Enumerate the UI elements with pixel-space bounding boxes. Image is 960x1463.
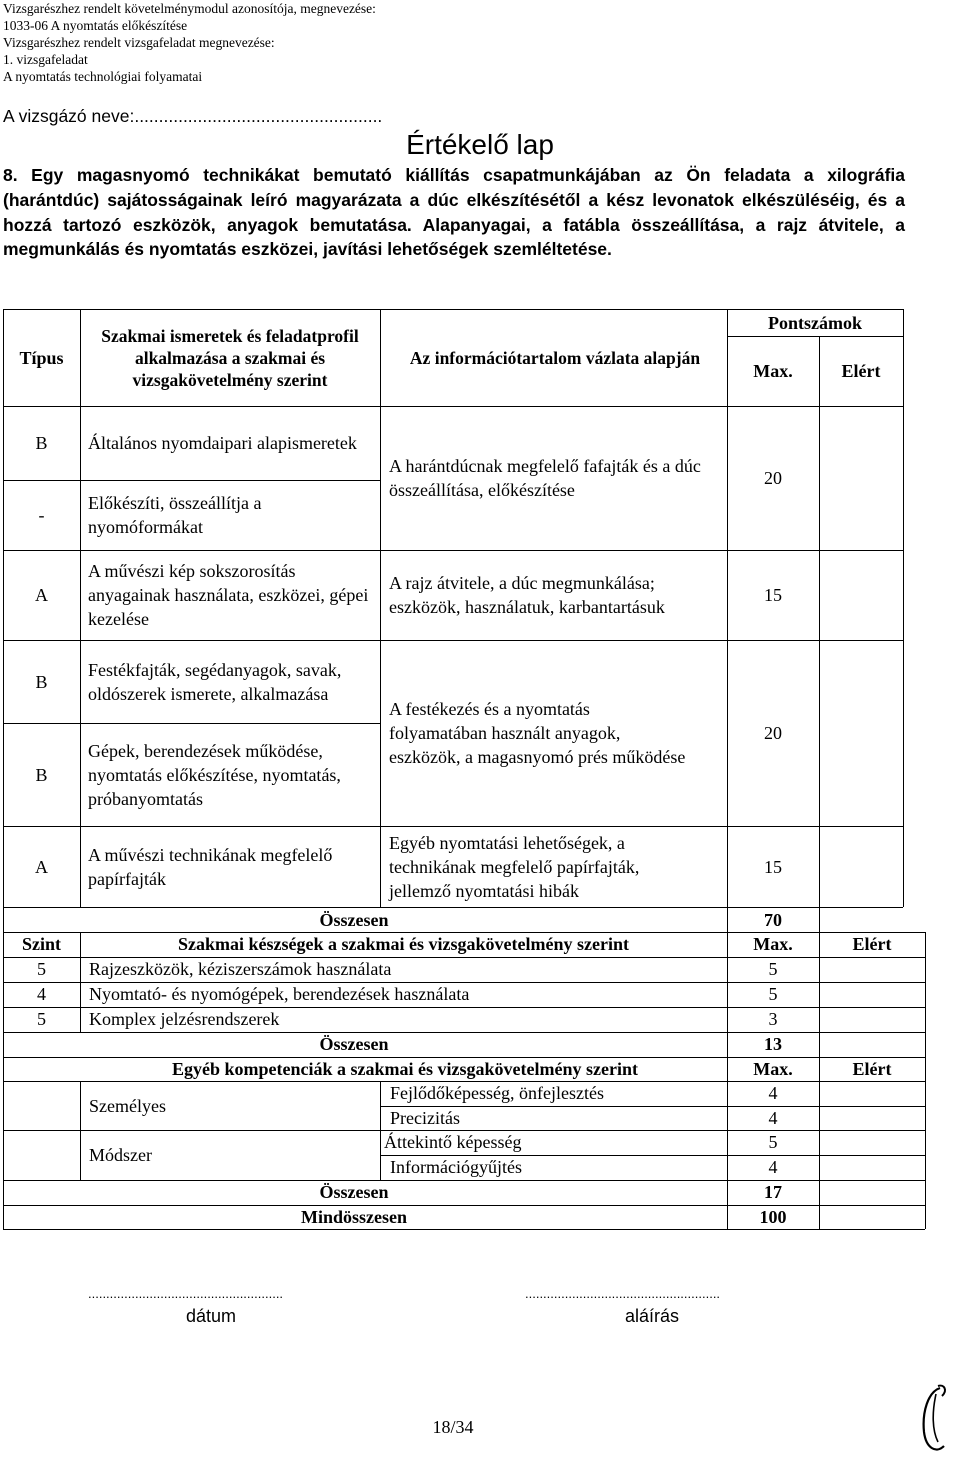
handwritten-initial (918, 1382, 956, 1460)
row-achieved[interactable] (819, 406, 903, 550)
page-number: 18/34 (432, 1417, 474, 1437)
row-info: A harántdúcnak megfelelő fafajták és a dúc összeállítása, előkészítése (389, 456, 701, 500)
skill-name: Rajzeszközök, kéziszerszámok használata (89, 959, 392, 979)
row-max: 15 (764, 856, 782, 877)
row-achieved[interactable] (819, 826, 903, 907)
competency-max: 4 (768, 1083, 778, 1103)
competency-name: Információgyűjtés (390, 1157, 522, 1177)
grand-total-label: Mindösszesen (300, 1207, 407, 1227)
skill-level: 5 (37, 959, 46, 979)
header-type: Típus (19, 347, 64, 368)
date-dots: ...................................................... (88, 1286, 284, 1301)
competencies-header-max: Max. (753, 1059, 793, 1079)
grand-total-value: 100 (759, 1207, 787, 1227)
skill-max: 5 (768, 959, 778, 979)
competency-max: 4 (768, 1157, 778, 1177)
row-info: Egyéb nyomtatási lehetőségek, a technikának megfelelő papírfajták, jellemző nyomtatási hibák (389, 832, 640, 901)
competency-category: Módszer (89, 1144, 152, 1165)
row-info: A rajz átvitele, a dúc megmunkálása; eszközök, használatuk, karbantartásuk (389, 573, 665, 617)
skill-level: 4 (37, 984, 46, 1004)
header-info: Az információtartalom vázlata alapján (409, 347, 701, 368)
row-max: 20 (764, 723, 782, 743)
header-line-1: Vizsgarészhez rendelt követelménymodul azonosítója, megnevezése: (3, 1, 376, 16)
signature-label: aláírás (625, 1306, 680, 1326)
header-max: Max. (753, 361, 793, 381)
competencies-total-value: 17 (764, 1182, 782, 1202)
header-line-5: A nyomtatás technológiai folyamatai (3, 69, 203, 84)
header-profile: Szakmai ismeretek és feladatprofil alkalmazása a szakmai és vizsgakövetelmény szerint (101, 325, 359, 390)
skill-level: 5 (37, 1009, 46, 1029)
row-profile: Gépek, berendezések működése, nyomtatás előkészítése, nyomtatás, próbanyomtatás (88, 740, 341, 809)
header-points: Pontszámok (768, 312, 862, 333)
skills-header-achieved: Elért (852, 934, 892, 954)
skills-total-value: 13 (764, 1034, 782, 1054)
total-label: Összesen (319, 910, 389, 930)
row-profile: Festékfajták, segédanyagok, savak, oldószerek ismerete, alkalmazása (88, 659, 342, 704)
row-profile: A művészi technikának megfelelő papírfajták (88, 844, 333, 889)
row-profile: A művészi kép sokszorosítás anyagainak használata, eszközei, gépei kezelése (88, 561, 369, 629)
skills-header-level: Szint (21, 934, 61, 954)
row-profile: Általános nyomdaipari alapismeretek (88, 433, 357, 453)
candidate-name-label: A vizsgázó neve:................................................... (3, 106, 383, 126)
competency-name: Áttekintő képesség (384, 1132, 522, 1152)
row-type: B (35, 764, 48, 785)
row-info: A festékezés és a nyomtatás folyamatában használt anyagok, eszközök, a magasnyomó prés működése (389, 699, 686, 767)
competencies-total-label: Összesen (319, 1182, 389, 1202)
date-label: dátum (186, 1306, 237, 1326)
competency-max: 5 (768, 1132, 778, 1152)
header-achieved: Elért (841, 361, 881, 381)
row-achieved[interactable] (819, 640, 903, 826)
skill-max: 3 (768, 1009, 778, 1029)
task-description: 8. Egy magasnyomó technikákat bemutató kiállítás csapatmunkájában az Ön feladata a xilográfia (harántdúc) sajátosságainak leíró magyarázata a dúc elkészítésétől a kész levonatok elkészüléséig, és a hozzá tartozó eszközök, anyagok bemutatása. Alapanyagai, a fatábla összeállítása, a rajz átvitele, a megmunkálás és nyomtatás eszközei, javítási lehetőségek szemléltetése. (3, 165, 905, 260)
competencies-header-title: Egyéb kompetenciák a szakmai és vizsgakövetelmény szerint (172, 1059, 638, 1079)
competency-category: Személyes (89, 1095, 166, 1116)
total-value: 70 (764, 910, 782, 930)
skill-max: 5 (768, 984, 778, 1004)
competency-name: Precizitás (390, 1108, 460, 1128)
row-type: B (35, 433, 48, 453)
row-max: 20 (764, 468, 782, 488)
header-line-3: Vizsgarészhez rendelt vizsgafeladat megnevezése: (3, 35, 275, 50)
skill-name: Nyomtató- és nyomógépek, berendezések használata (89, 984, 470, 1004)
row-type: - (38, 505, 45, 525)
skills-header-max: Max. (753, 934, 793, 954)
competency-name: Fejlődőképesség, önfejlesztés (390, 1083, 604, 1103)
header-line-2: 1033-06 A nyomtatás előkészítése (3, 18, 188, 33)
skills-total-label: Összesen (319, 1034, 389, 1054)
skills-header-title: Szakmai készségek a szakmai és vizsgakövetelmény szerint (178, 934, 629, 954)
competencies-header-achieved: Elért (852, 1059, 892, 1079)
signature-dots: ...................................................... (525, 1286, 721, 1301)
row-achieved[interactable] (819, 550, 903, 640)
header-line-4: 1. vizsgafeladat (3, 52, 88, 67)
skill-name: Komplex jelzésrendszerek (89, 1009, 280, 1029)
row-profile: Előkészíti, összeállítja a nyomóformákat (88, 493, 262, 537)
row-type: A (35, 585, 48, 605)
page-title: Értékelő lap (406, 129, 554, 160)
row-max: 15 (764, 585, 782, 605)
row-type: B (35, 671, 48, 692)
row-type: A (35, 856, 48, 877)
competency-max: 4 (768, 1108, 778, 1128)
